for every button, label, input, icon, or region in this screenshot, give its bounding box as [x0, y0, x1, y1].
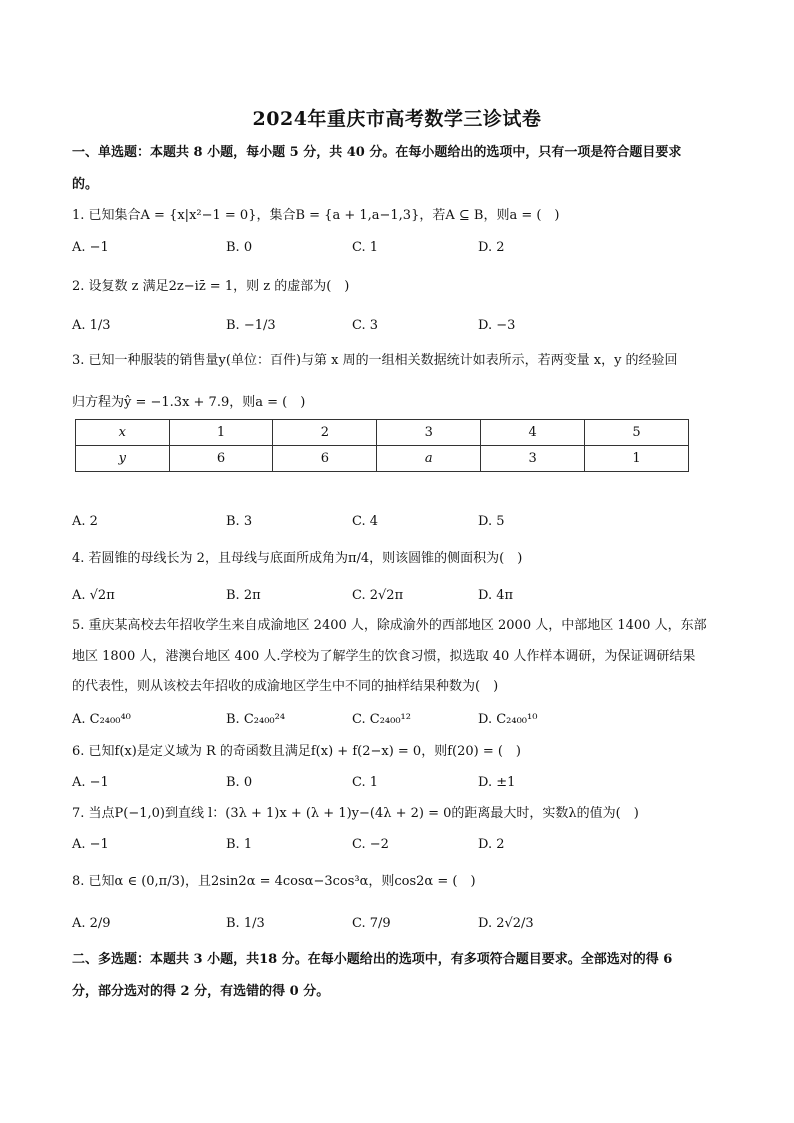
- option-c: C. 7/9: [352, 916, 391, 931]
- option-d: D. 2: [478, 240, 505, 255]
- option-a: A. 2/9: [72, 916, 111, 931]
- section1-header-line1: 一、单选题：本题共 8 小题，每小题 5 分，共 40 分。在每小题给出的选项中，只有一项是符合题目要求: [72, 145, 682, 160]
- question-5-stem-line1: 5. 重庆某高校去年招收学生来自成渝地区 2400 人，除成渝外的西部地区 2000 人，中部地区 1400 人，东部: [72, 618, 707, 633]
- section1-header-line2: 的。: [72, 177, 99, 192]
- table-row: [76, 446, 689, 472]
- table-row: [76, 420, 689, 446]
- option-a: A. −1: [72, 775, 109, 790]
- question-7-options: [72, 835, 732, 855]
- exam-title: 2024年重庆市高考数学三诊试卷: [252, 108, 542, 130]
- option-a: A. −1: [72, 240, 109, 255]
- table-cell: x: [76, 420, 170, 446]
- option-b: B. C₂₄₀₀²⁴: [226, 712, 286, 727]
- question-6-options: [72, 773, 732, 793]
- option-c: C. 1: [352, 775, 379, 790]
- option-a: A. C₂₄₀₀⁴⁰: [72, 712, 131, 727]
- option-c: C. 4: [352, 514, 379, 529]
- option-d: D. 2√2/3: [478, 916, 534, 931]
- option-b: B. −1/3: [226, 318, 276, 333]
- question-4-options: [72, 586, 732, 606]
- question-5-options: [72, 710, 732, 730]
- option-d: D. −3: [478, 318, 516, 333]
- table-cell: 4: [481, 420, 585, 446]
- table-cell: 2: [273, 420, 377, 446]
- question-8-options: [72, 914, 732, 934]
- question-5-stem-line3: 的代表性，则从该校去年招收的成渝地区学生中不同的抽样结果种数为( ): [72, 679, 499, 694]
- option-c: C. 3: [352, 318, 379, 333]
- question-7-stem: 7. 当点P(−1,0)到直线 l：(3λ + 1)x + (λ + 1)y−(4λ + 2) = 0的距离最大时，实数λ的值为( ): [72, 806, 639, 821]
- table-cell: 3: [377, 420, 481, 446]
- table-cell: 1: [169, 420, 273, 446]
- section2-header-line1: 二、多选题：本题共 3 小题，共18 分。在每小题给出的选项中，有多项符合题目要求。全部选对的得 6: [72, 952, 673, 967]
- question-2-stem: 2. 设复数 z 满足2z−iz̄ = 1，则 z 的虚部为( ): [72, 279, 350, 294]
- question-6-stem: 6. 已知f(x)是定义域为 R 的奇函数且满足f(x) + f(2−x) = 0，则f(20) = ( ): [72, 744, 521, 759]
- question-8-stem: 8. 已知α ∈ (0,π/3)，且2sin2α = 4cosα−3cos³α，则cos2α = ( ): [72, 874, 476, 889]
- option-b: B. 3: [226, 514, 253, 529]
- option-b: B. 0: [226, 240, 253, 255]
- question-3-stem-line1: 3. 已知一种服装的销售量y(单位：百件)与第 x 周的一组相关数据统计如表所示，若两变量 x，y 的经验回: [72, 353, 678, 368]
- table-cell: y: [76, 446, 170, 472]
- section2-header-line2: 分，部分选对的得 2 分，有选错的得 0 分。: [72, 984, 330, 999]
- question-3-stem-line2: 归方程为ŷ = −1.3x + 7.9，则a = ( ): [72, 395, 306, 410]
- option-b: B. 1/3: [226, 916, 265, 931]
- table-cell: 6: [169, 446, 273, 472]
- option-c: C. C₂₄₀₀¹²: [352, 712, 411, 727]
- option-c: C. −2: [352, 837, 389, 852]
- data-table: [75, 419, 689, 472]
- table-cell: 1: [585, 446, 689, 472]
- question-2-options: [72, 316, 732, 336]
- table-cell: 3: [481, 446, 585, 472]
- option-c: C. 2√2π: [352, 588, 404, 603]
- option-b: B. 2π: [226, 588, 261, 603]
- table-cell: a: [377, 446, 481, 472]
- option-c: C. 1: [352, 240, 379, 255]
- table-cell: 5: [585, 420, 689, 446]
- option-a: A. 1/3: [72, 318, 111, 333]
- option-a: A. √2π: [72, 588, 115, 603]
- table-cell: 6: [273, 446, 377, 472]
- option-d: D. 4π: [478, 588, 514, 603]
- question-3-options: [72, 512, 732, 532]
- option-b: B. 1: [226, 837, 253, 852]
- option-d: D. 2: [478, 837, 505, 852]
- option-d: D. 5: [478, 514, 505, 529]
- option-d: D. ±1: [478, 775, 516, 790]
- question-4-stem: 4. 若圆锥的母线长为 2，且母线与底面所成角为π/4，则该圆锥的侧面积为( ): [72, 551, 523, 566]
- option-b: B. 0: [226, 775, 253, 790]
- option-a: A. 2: [72, 514, 98, 529]
- option-a: A. −1: [72, 837, 109, 852]
- option-d: D. C₂₄₀₀¹⁰: [478, 712, 538, 727]
- question-5-stem-line2: 地区 1800 人，港澳台地区 400 人.学校为了解学生的饮食习惯，拟选取 40 人作样本调研，为保证调研结果: [72, 649, 696, 664]
- question-1-options: [72, 238, 732, 258]
- question-1-stem: 1. 已知集合A = {x|x²−1 = 0}，集合B = {a + 1,a−1,3}，若A ⊆ B，则a = ( ): [72, 208, 560, 223]
